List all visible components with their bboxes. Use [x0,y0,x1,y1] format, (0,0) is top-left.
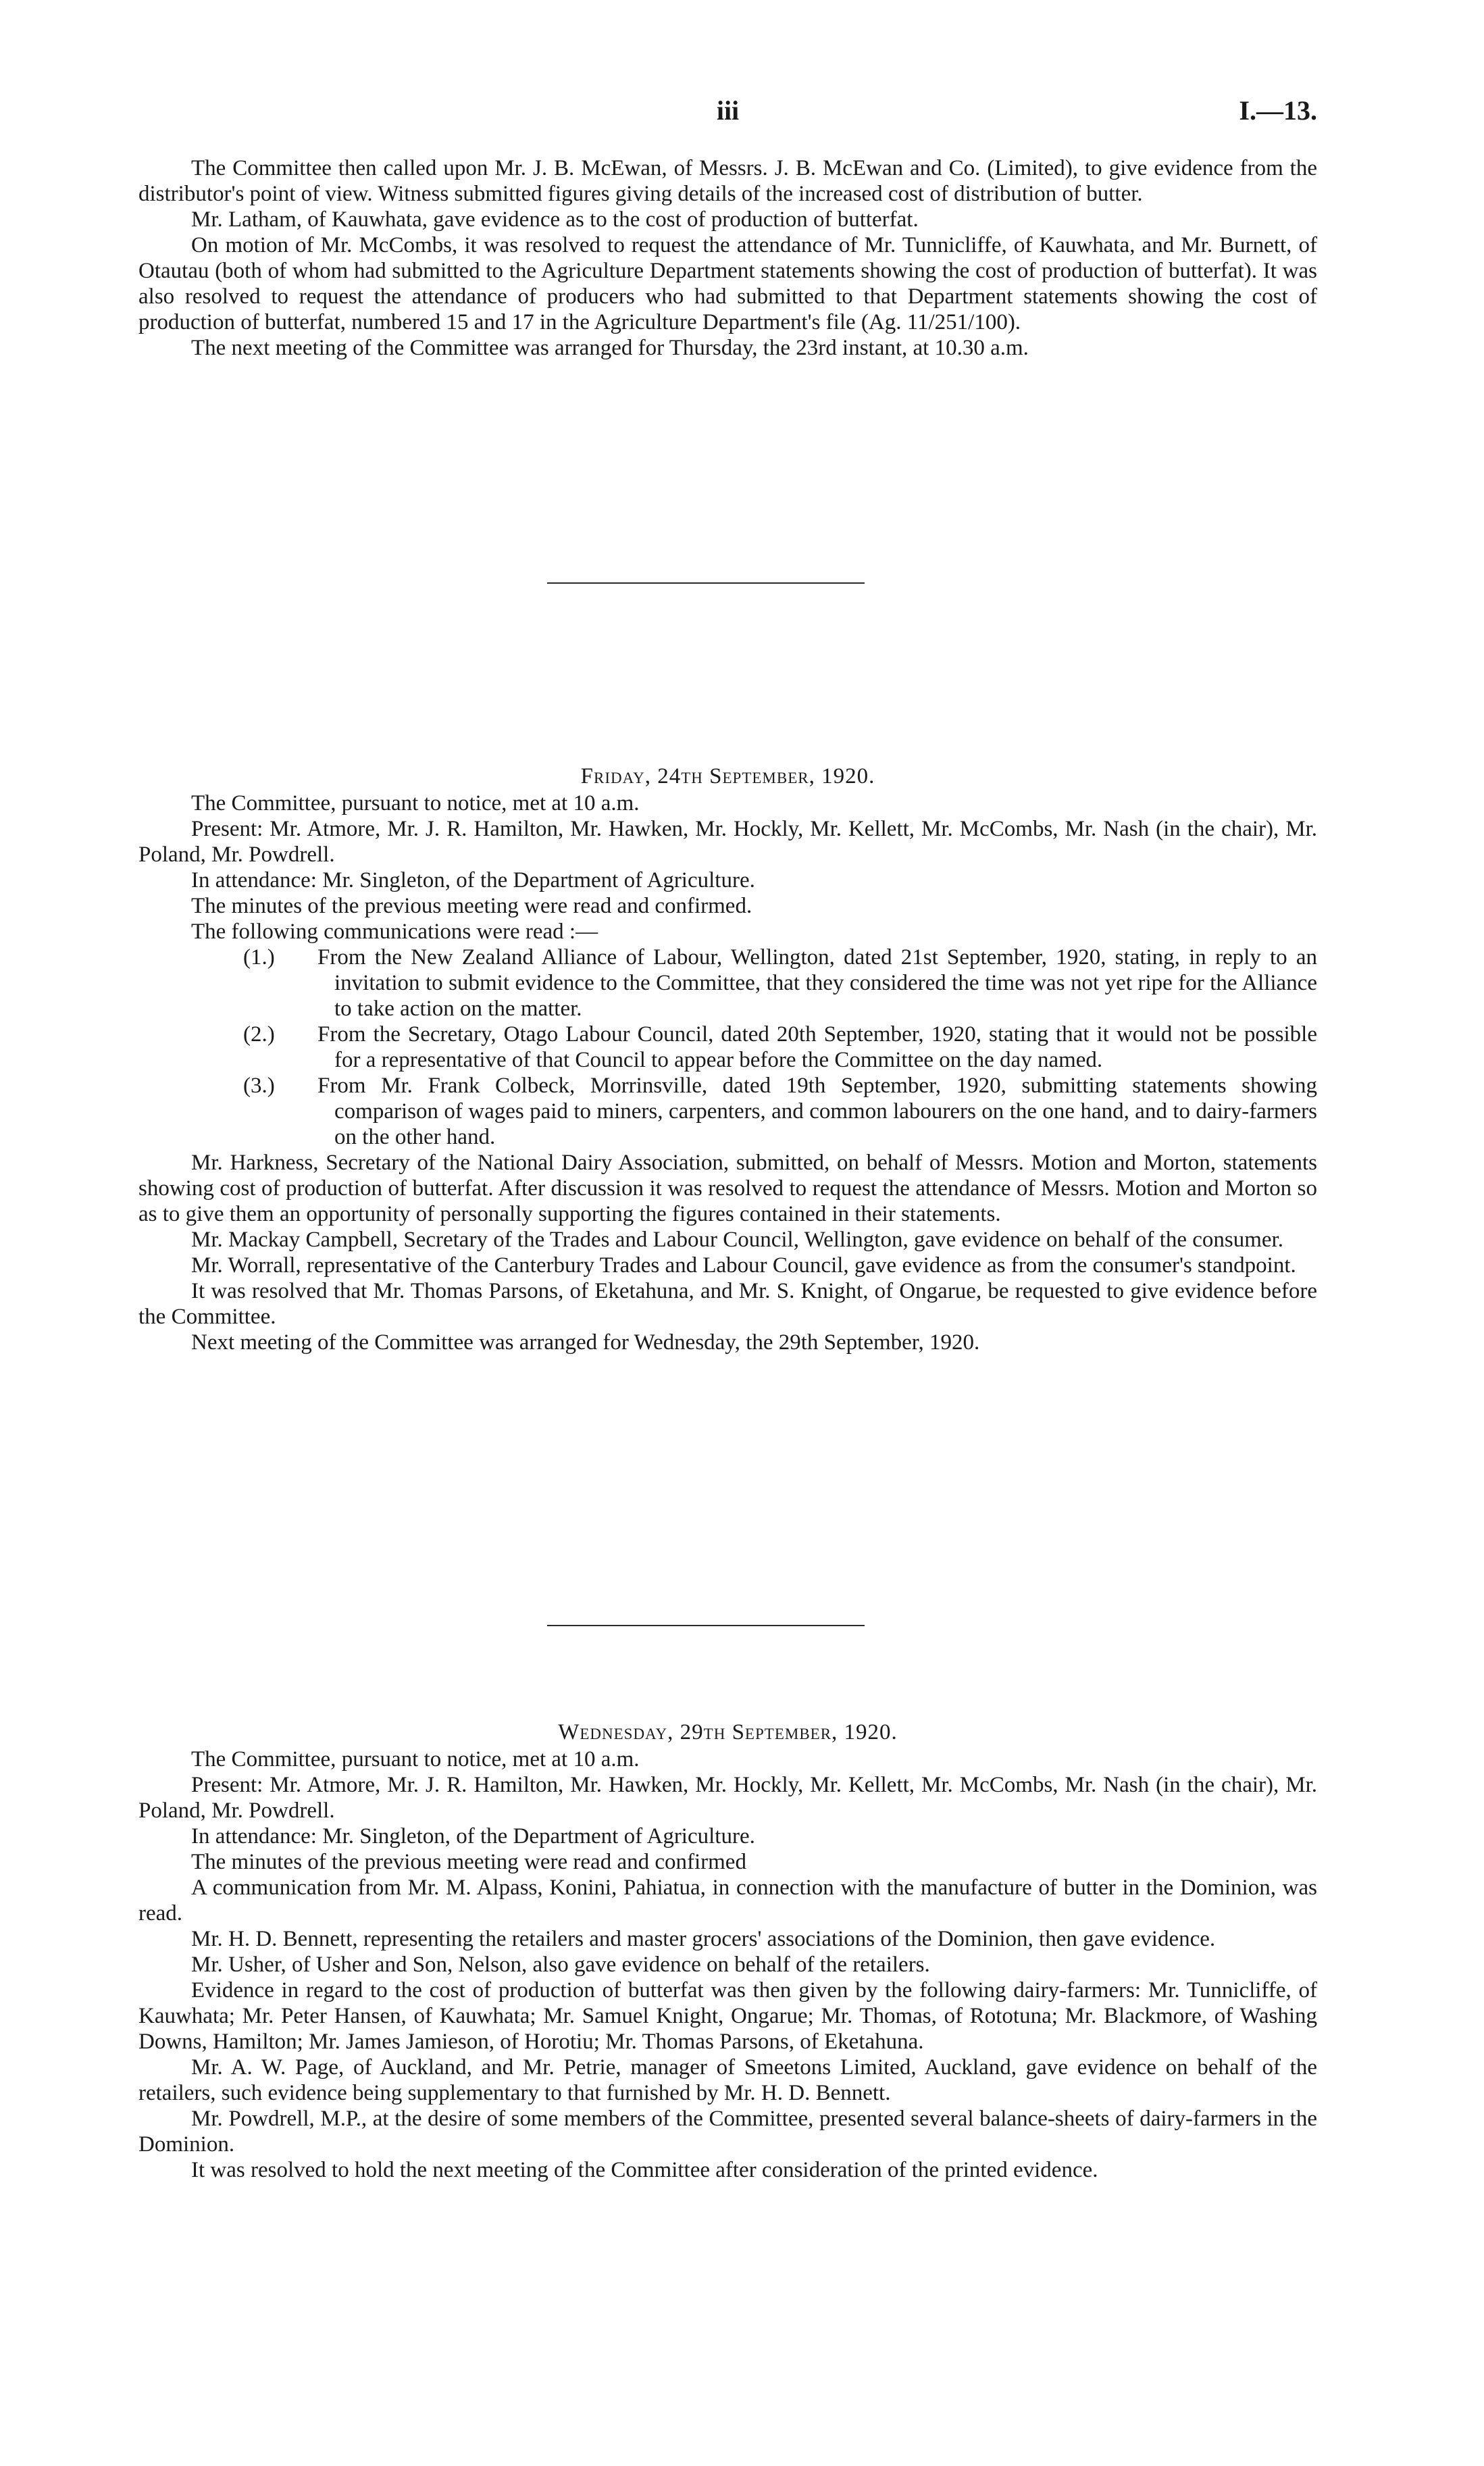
paragraph: Mr. Powdrell, M.P., at the desire of some members of the Committee, presented several balance-sheets of dairy-farmers in the Dominion. [138,2107,1317,2157]
section-divider [547,582,865,584]
item-text: From the New Zealand Alliance of Labour, Wellington, dated 21st September, 1920, stating, in reply to an invitation to submit evidence to the Committee, that they considered the time was not yet ripe for the Alliance to take action on the matter. [317,945,1317,1021]
present-list: Present: Mr. Atmore, Mr. J. R. Hamilton, Mr. Hawken, Mr. Hockly, Mr. Kellett, Mr. McCombs, Mr. Nash (in the chair), Mr. Poland, Mr. Powdrell. [138,817,1317,867]
item-text: From Mr. Frank Colbeck, Morrinsville, dated 19th September, 1920, submitting statements showing comparison of wages paid to miners, carpenters, and common labourers on the one hand, and to dairy-farmers on the other hand. [317,1074,1317,1149]
paragraph: Evidence in regard to the cost of production of butterfat was then given by the following dairy-farmers: Mr. Tunnicliffe, of Kauwhata; Mr. Peter Hansen, of Kauwhata; Mr. Samuel Knight, Ongarue; Mr. Thomas, of Rototuna; Mr. Blackmore, of Washing Downs, Hamilton; Mr. James Jamieson, of Horotiu; Mr. Thomas Parsons, of Eketahuna. [138,1978,1317,2054]
item-number: (2.) [243,1022,275,1047]
paragraph: Mr. Usher, of Usher and Son, Nelson, also gave evidence on behalf of the retailers. [191,1953,930,1977]
section-heading: Friday, 24th September, 1920. [580,764,875,788]
paragraph: The minutes of the previous meeting were read and confirmed. [191,894,752,918]
paragraph: Mr. Mackay Campbell, Secretary of the Trades and Labour Council, Wellington, gave evidence on behalf of the consumer. [191,1228,1283,1252]
paragraph: Next meeting of the Committee was arranged for Wednesday, the 29th September, 1920. [191,1330,980,1355]
item-number: (1.) [243,945,275,970]
communication-item [138,1022,1317,1073]
paragraph: Mr. Latham, of Kauwhata, gave evidence as to the cost of production of butterfat. [191,207,919,232]
section-divider [547,1625,865,1626]
paragraph: The next meeting of the Committee was arranged for Thursday, the 23rd instant, at 10.30 a.m. [191,336,1029,360]
paragraph: In attendance: Mr. Singleton, of the Department of Agriculture. [191,1824,755,1848]
paragraph: On motion of Mr. McCombs, it was resolved to request the attendance of Mr. Tunnicliffe, of Kauwhata, and Mr. Burnett, of Otautau (both of whom had submitted to the Agriculture Department statements showing the cost of production of butterfat). It was also resolved to request the attendance of producers who had submitted to that Department statements showing the cost of production of butterfat, numbered 15 and 17 in the Agriculture Department's file (Ag. 11/251/100). [138,233,1317,334]
paragraph: Mr. Worrall, representative of the Canterbury Trades and Labour Council, gave evidence as from the consumer's standpoint. [191,1253,1296,1278]
paragraph: It was resolved that Mr. Thomas Parsons, of Eketahuna, and Mr. S. Knight, of Ongarue, be requested to give evidence before the Committee. [138,1279,1317,1329]
item-text: From the Secretary, Otago Labour Council, dated 20th September, 1920, stating that it would not be possible for a representative of that Council to appear before the Committee on the day named. [317,1022,1317,1072]
section-heading: Wednesday, 29th September, 1920. [558,1720,898,1744]
page-header [138,95,1317,135]
paragraph: In attendance: Mr. Singleton, of the Department of Agriculture. [191,868,755,892]
item-number: (3.) [243,1074,275,1098]
section-friday [138,763,1317,1355]
paragraph: The following communications were read :— [191,920,598,944]
paragraph: Mr. Harkness, Secretary of the National Dairy Association, submitted, on behalf of Messrs. Motion and Morton, statements showing cost of production of butterfat. After discussion it was resolved to request the attendance of Messrs. Motion and Morton so as to give them an opportunity of personally supporting the figures contained in their statements. [138,1151,1317,1226]
paragraph: The Committee then called upon Mr. J. B. McEwan, of Messrs. J. B. McEwan and Co. (Limited), to give evidence from the distributor's point of view. Witness submitted figures giving details of the increased cost of distribution of butter. [138,156,1317,206]
present-list: Present: Mr. Atmore, Mr. J. R. Hamilton, Mr. Hawken, Mr. Hockly, Mr. Kellett, Mr. McCombs, Mr. Nash (in the chair), Mr. Poland, Mr. Powdrell. [138,1773,1317,1823]
paragraph: Mr. A. W. Page, of Auckland, and Mr. Petrie, manager of Smeetons Limited, Auckland, gave evidence on behalf of the retailers, such evidence being supplementary to that furnished by Mr. H. D. Bennett. [138,2055,1317,2105]
page-number: iii [716,95,740,126]
paragraph: The Committee, pursuant to notice, met at 10 a.m. [191,791,640,815]
paragraph: The minutes of the previous meeting were read and confirmed [191,1850,746,1874]
document-reference: I.—13. [1239,95,1317,126]
paragraph: It was resolved to hold the next meeting of the Committee after consideration of the printed evidence. [191,2158,1098,2182]
section-continuation [138,155,1317,361]
section-wednesday [138,1719,1317,2183]
communication-item [138,945,1317,1022]
paragraph: Mr. H. D. Bennett, representing the retailers and master grocers' associations of the Dominion, then gave evidence. [191,1927,1216,1951]
paragraph: A communication from Mr. M. Alpass, Konini, Pahiatua, in connection with the manufacture of butter in the Dominion, was read. [138,1876,1317,1926]
paragraph: The Committee, pursuant to notice, met at 10 a.m. [191,1747,640,1771]
communication-item [138,1073,1317,1150]
